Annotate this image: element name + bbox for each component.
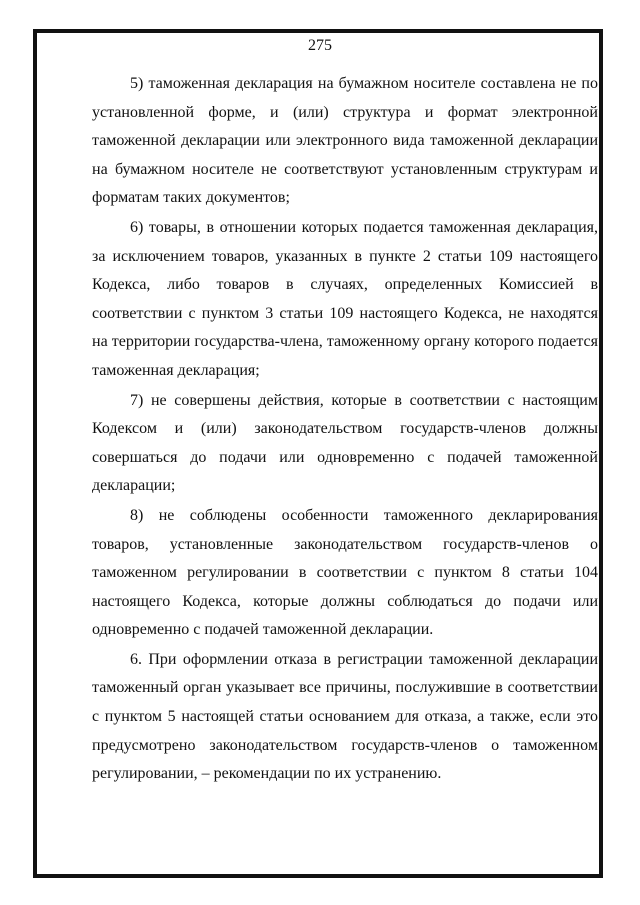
- paragraph-item-5: 5) таможенная декларация на бумажном носителе составлена не по установленной форме, и (или) структура и формат электронной таможенной декларации или электронного вида таможенной декларации на бумажном носителе не соответствуют установленным структурам и форматам таких документов;: [92, 75, 598, 207]
- paragraph-section-6: 6. При оформлении отказа в регистрации таможенной декларации таможенный орган указывает все причины, послужившие в соответствии с пунктом 5 настоящей статьи основанием для отказа, а также, если это предусмотрено законодательством государств-членов о таможенном регулировании, – рекомендации по их устранению.: [92, 650, 598, 783]
- document-body: [92, 70, 598, 789]
- paragraph-item-6: 6) товары, в отношении которых подается таможенная декларация, за исключением товаров, указанных в пункте 2 статьи 109 настоящего Кодекса, либо товаров в случаях, определенных Комиссией в соответствии с пунктом 3 статьи 109 настоящего Кодекса, не находятся на территории государства-члена, таможенному органу которого подается таможенная декларация;: [92, 218, 598, 379]
- paragraph-item-7: 7) не совершены действия, которые в соответствии с настоящим Кодексом и (или) законодательством государств-членов должны совершаться до подачи или одновременно с подачей таможенной декларации;: [92, 391, 598, 495]
- paragraph-item-8: 8) не соблюдены особенности таможенного декларирования товаров, установленные законодательством государств-членов о таможенном регулировании в соответствии с пунктом 8 статьи 104 настоящего Кодекса, которые должны соблюдаться до подачи или одновременно с подачей таможенной декларации.: [92, 506, 598, 639]
- page-number: 275: [308, 37, 332, 54]
